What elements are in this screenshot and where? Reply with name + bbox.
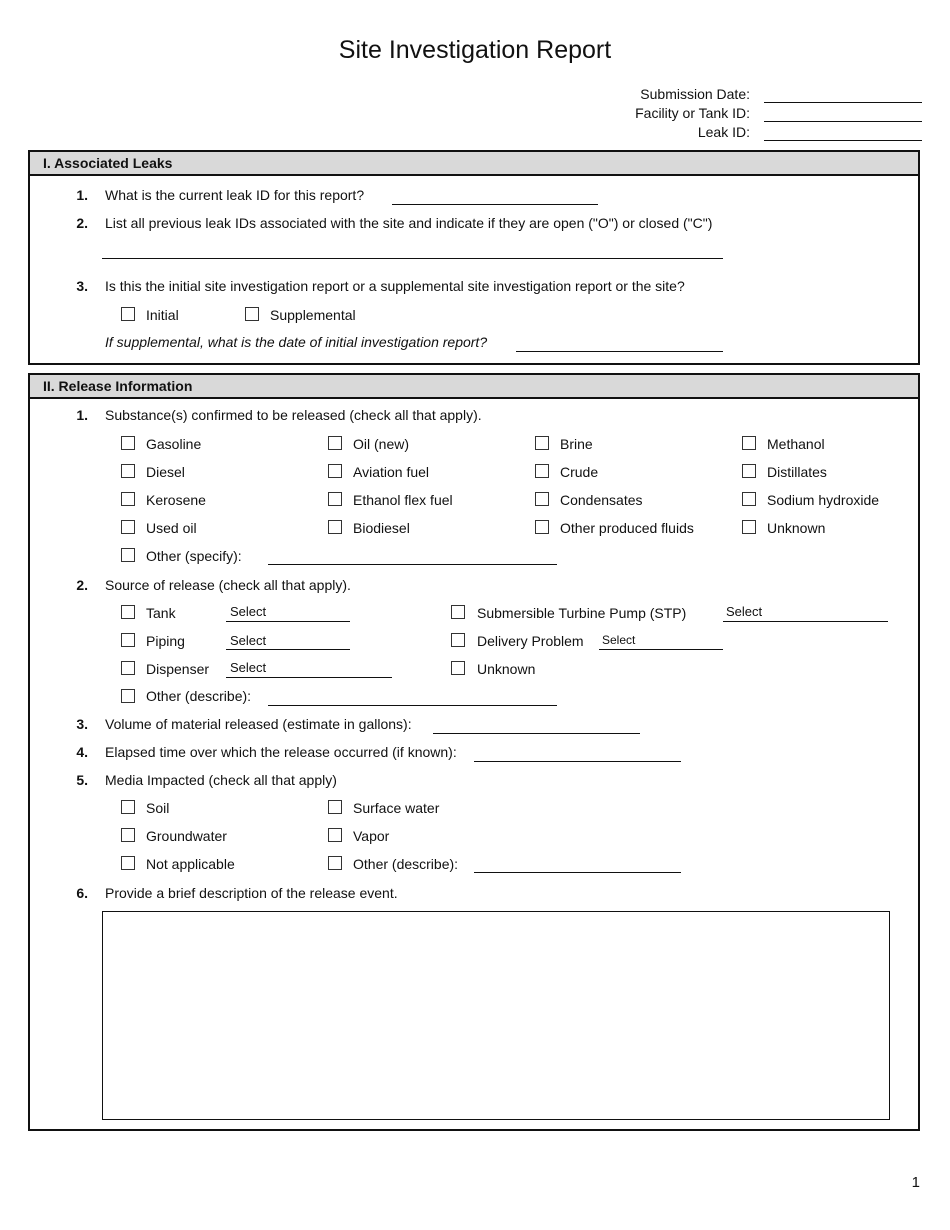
groundwater-checkbox[interactable] <box>121 828 135 842</box>
other-media-label: Other (describe): <box>353 856 459 872</box>
question-number: 5. <box>76 772 88 788</box>
initial-report-date-field[interactable] <box>516 351 723 352</box>
delivery-problem-label: Delivery Problem <box>477 633 584 649</box>
facility-id-field[interactable] <box>764 121 922 122</box>
vapor-label: Vapor <box>353 828 390 844</box>
other-source-checkbox[interactable] <box>121 689 135 703</box>
dispenser-select-underline <box>226 677 392 678</box>
substance-checkbox[interactable] <box>121 520 135 534</box>
substance-checkbox[interactable] <box>535 492 549 506</box>
question-number: 3. <box>76 716 88 732</box>
initial-checkbox[interactable] <box>121 307 135 321</box>
previous-leak-ids-field[interactable] <box>102 258 723 259</box>
substance-label: Oil (new) <box>353 436 410 452</box>
unknown-source-label: Unknown <box>477 661 536 677</box>
not-applicable-label: Not applicable <box>146 856 235 872</box>
piping-select-underline <box>226 649 350 650</box>
question-text: List all previous leak IDs associated with the site and indicate if they are open ("O") or closed ("C") <box>105 215 713 231</box>
page-number: 1 <box>911 1174 920 1191</box>
supplemental-label: Supplemental <box>270 307 356 323</box>
soil-label: Soil <box>146 800 170 816</box>
page-title: Site Investigation Report <box>338 36 612 64</box>
piping-select[interactable]: Select <box>230 633 267 648</box>
substance-checkbox[interactable] <box>742 464 756 478</box>
substance-checkbox[interactable] <box>535 464 549 478</box>
stp-select[interactable]: Select <box>726 604 763 619</box>
substance-checkbox[interactable] <box>121 464 135 478</box>
other-substance-checkbox[interactable] <box>121 548 135 562</box>
substance-checkbox[interactable] <box>121 436 135 450</box>
delivery-problem-select[interactable]: Select <box>602 633 636 647</box>
soil-checkbox[interactable] <box>121 800 135 814</box>
vapor-checkbox[interactable] <box>328 828 342 842</box>
substance-label: Condensates <box>560 492 643 508</box>
tank-label: Tank <box>146 605 176 621</box>
substance-label: Other produced fluids <box>560 520 694 536</box>
other-media-checkbox[interactable] <box>328 856 342 870</box>
substance-label: Gasoline <box>146 436 202 452</box>
piping-checkbox[interactable] <box>121 633 135 647</box>
submission-date-field[interactable] <box>764 102 922 103</box>
substance-checkbox[interactable] <box>742 492 756 506</box>
substance-checkbox[interactable] <box>328 436 342 450</box>
question-number: 1. <box>76 407 88 423</box>
section-heading: I. Associated Leaks <box>30 152 918 176</box>
substance-label: Distillates <box>767 464 827 480</box>
other-source-field[interactable] <box>268 705 557 706</box>
question-text: Is this the initial site investigation report or a supplemental site investigation report or the site? <box>105 278 685 294</box>
substance-checkbox[interactable] <box>742 436 756 450</box>
dispenser-select[interactable]: Select <box>230 660 267 675</box>
volume-field[interactable] <box>433 733 640 734</box>
other-describe-label: Other (describe): <box>146 688 252 704</box>
stp-select-underline <box>723 621 888 622</box>
other-substance-field[interactable] <box>268 564 557 565</box>
substance-checkbox[interactable] <box>328 464 342 478</box>
supplemental-checkbox[interactable] <box>245 307 259 321</box>
not-applicable-checkbox[interactable] <box>121 856 135 870</box>
substance-checkbox[interactable] <box>535 436 549 450</box>
tank-select[interactable]: Select <box>230 604 267 619</box>
dispenser-label: Dispenser <box>146 661 210 677</box>
stp-checkbox[interactable] <box>451 605 465 619</box>
leak-id-field[interactable] <box>764 140 922 141</box>
leak-id-label: Leak ID: <box>697 124 750 140</box>
substance-label: Sodium hydroxide <box>767 492 880 508</box>
substance-label: Methanol <box>767 436 825 452</box>
substance-checkbox[interactable] <box>328 520 342 534</box>
question-text: Provide a brief description of the release event. <box>105 885 398 901</box>
question-text: Elapsed time over which the release occurred (if known): <box>105 744 457 760</box>
question-text: Source of release (check all that apply). <box>105 577 351 593</box>
submission-date-label: Submission Date: <box>640 86 750 102</box>
question-number: 4. <box>76 744 88 760</box>
release-description-textbox[interactable] <box>102 911 890 1120</box>
surface-water-checkbox[interactable] <box>328 800 342 814</box>
substance-label: Aviation fuel <box>353 464 430 480</box>
delivery-select-underline <box>599 649 723 650</box>
substance-label: Biodiesel <box>353 520 410 536</box>
delivery-problem-checkbox[interactable] <box>451 633 465 647</box>
substance-checkbox[interactable] <box>742 520 756 534</box>
dispenser-checkbox[interactable] <box>121 661 135 675</box>
substance-checkbox[interactable] <box>328 492 342 506</box>
substance-label: Brine <box>560 436 593 452</box>
facility-id-label: Facility or Tank ID: <box>635 105 750 121</box>
substance-label: Kerosene <box>146 492 206 508</box>
substance-label: Ethanol flex fuel <box>353 492 453 508</box>
substance-checkbox[interactable] <box>121 492 135 506</box>
substance-checkbox[interactable] <box>535 520 549 534</box>
question-text: Substance(s) confirmed to be released (check all that apply). <box>105 407 482 423</box>
tank-checkbox[interactable] <box>121 605 135 619</box>
other-media-field[interactable] <box>474 872 681 873</box>
groundwater-label: Groundwater <box>146 828 227 844</box>
question-number: 3. <box>76 278 88 294</box>
question-text: Media Impacted (check all that apply) <box>105 772 337 788</box>
substance-label: Unknown <box>767 520 826 536</box>
question-number: 6. <box>76 885 88 901</box>
tank-select-underline <box>226 621 350 622</box>
current-leak-id-field[interactable] <box>392 204 598 205</box>
substance-label: Crude <box>560 464 599 480</box>
question-number: 2. <box>76 215 88 231</box>
substance-label: Used oil <box>146 520 197 536</box>
question-text: Volume of material released (estimate in gallons): <box>105 716 412 732</box>
unknown-source-checkbox[interactable] <box>451 661 465 675</box>
elapsed-time-field[interactable] <box>474 761 681 762</box>
surface-water-label: Surface water <box>353 800 440 816</box>
question-number: 1. <box>76 187 88 203</box>
section-heading: II. Release Information <box>30 375 918 399</box>
question-number: 2. <box>76 577 88 593</box>
other-specify-label: Other (specify): <box>146 548 242 564</box>
piping-label: Piping <box>146 633 185 649</box>
supplemental-date-text: If supplemental, what is the date of initial investigation report? <box>105 334 488 350</box>
substance-label: Diesel <box>146 464 185 480</box>
initial-label: Initial <box>146 307 179 323</box>
question-text: What is the current leak ID for this report? <box>105 187 365 203</box>
stp-label: Submersible Turbine Pump (STP) <box>477 605 687 621</box>
